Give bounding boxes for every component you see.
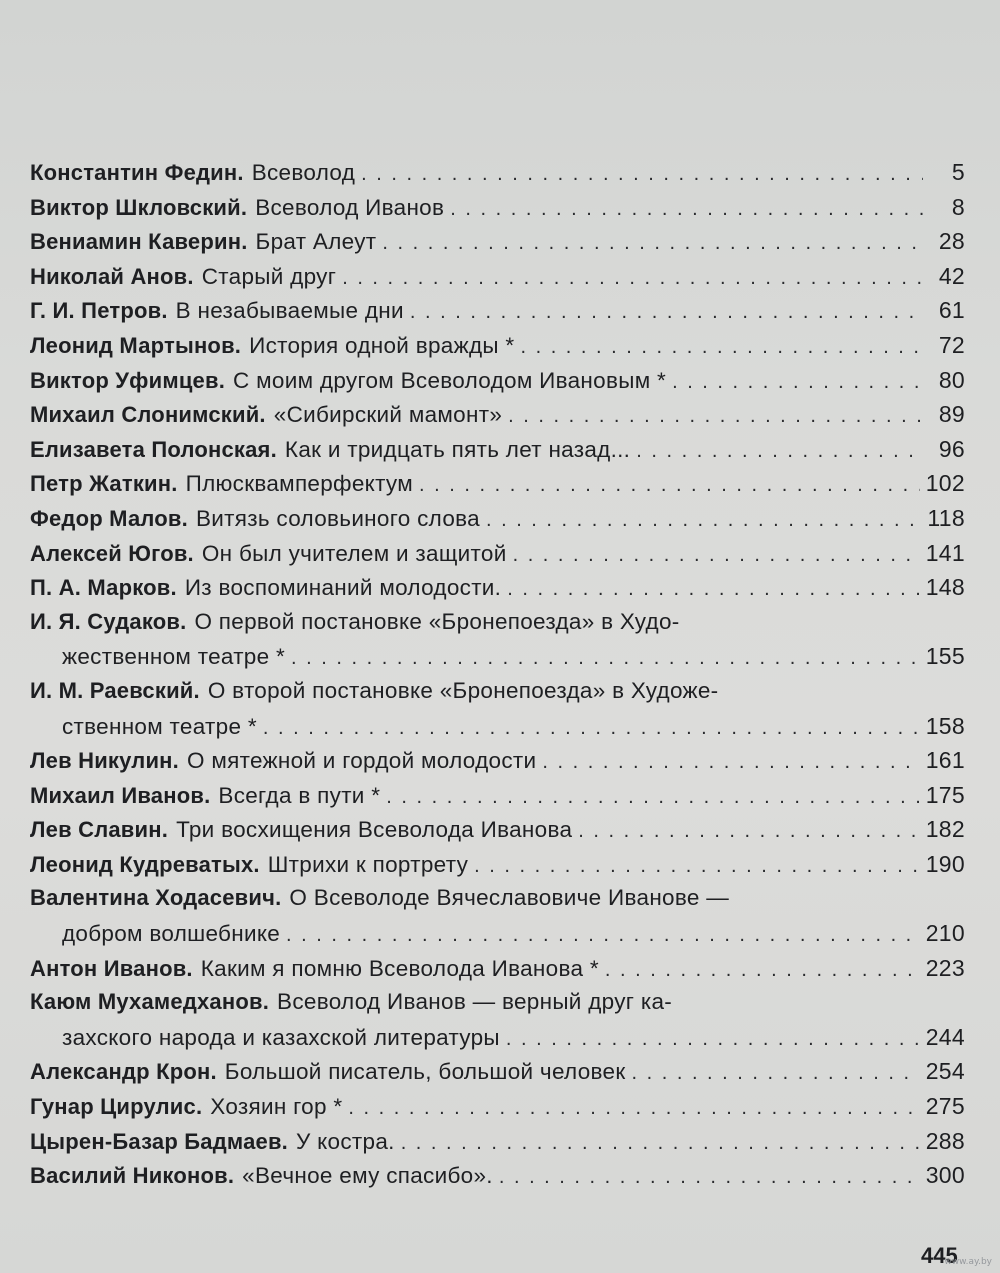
entry-title: Всегда в пути * <box>218 782 381 808</box>
dot-leader <box>450 192 923 227</box>
entry-title-continuation: ственном театре * <box>62 713 257 739</box>
entry-page-number: 158 <box>925 712 965 739</box>
dot-leader <box>291 641 920 676</box>
entry-title: Всеволод <box>251 160 356 185</box>
dot-leader <box>486 503 921 538</box>
entry-page-number: 148 <box>925 574 965 601</box>
entry-page-number: 96 <box>938 435 965 462</box>
toc-entry <box>30 570 965 605</box>
entry-page-number: 5 <box>951 159 965 185</box>
entry-author: Валентина Ходасевич. <box>30 885 282 911</box>
toc-entry <box>30 743 965 778</box>
page-number-folio: 445 <box>921 1243 958 1268</box>
toc-entry <box>30 501 965 536</box>
dot-leader <box>672 365 923 400</box>
toc-entry <box>30 985 965 1054</box>
toc-entry <box>30 1124 965 1159</box>
toc-entry <box>30 1158 965 1193</box>
dot-leader <box>520 330 923 365</box>
toc-entry <box>30 363 965 398</box>
dot-leader <box>263 711 920 746</box>
entry-author: Г. И. Петров. <box>30 298 168 324</box>
entry-author: Антон Иванов. <box>30 955 193 981</box>
entry-title-continuation: жественном театре * <box>62 644 286 670</box>
entry-author: Елизавета Полонская. <box>30 436 277 462</box>
toc-entry <box>30 951 965 986</box>
toc-entry <box>30 397 965 432</box>
entry-title: «Сибирский мамонт» <box>273 402 503 428</box>
entry-author: Лев Славин. <box>30 817 169 843</box>
toc-entry <box>30 1054 965 1089</box>
entry-title: Плюсквамперфектум <box>185 471 414 497</box>
entry-title: Как и тридцать пять лет назад... <box>284 436 631 462</box>
entry-page-number: 254 <box>925 1058 965 1085</box>
entry-title: Брат Алеут <box>255 229 377 255</box>
entry-author: Михаил Слонимский. <box>30 402 266 428</box>
entry-title: О мятежной и гордой молодости <box>186 748 537 774</box>
dot-leader <box>342 261 923 296</box>
toc-entry <box>30 259 965 294</box>
entry-title: Большой писатель, большой человек <box>224 1059 626 1085</box>
table-of-contents <box>30 155 965 1193</box>
toc-entry <box>30 778 965 813</box>
toc-entry <box>30 432 965 467</box>
toc-entry <box>30 328 965 363</box>
entry-page-number: 182 <box>925 816 965 843</box>
toc-entry <box>30 605 965 674</box>
entry-page-number: 72 <box>938 331 965 358</box>
entry-page-number: 8 <box>951 193 965 220</box>
dot-leader <box>605 953 920 988</box>
dot-leader <box>361 157 923 192</box>
dot-leader <box>508 399 923 434</box>
toc-entry <box>30 293 965 328</box>
entry-title: О второй постановке «Бронепоезда» в Художе- <box>207 677 719 703</box>
toc-entry <box>30 190 965 225</box>
entry-title: Витязь соловьиного слова <box>195 505 480 531</box>
entry-title: Каким я помню Всеволода Иванова * <box>200 955 599 981</box>
entry-page-number: 223 <box>925 954 965 981</box>
entry-author: Виктор Уфимцев. <box>30 367 226 393</box>
entry-title: У костра. <box>296 1128 395 1154</box>
entry-author: Александр Крон. <box>30 1059 217 1085</box>
entry-author: Лев Никулин. <box>30 748 179 774</box>
dot-leader <box>286 918 920 953</box>
entry-title-continuation: захского народа и казахской литературы <box>62 1024 500 1050</box>
dot-leader <box>410 295 923 330</box>
entry-page-number: 89 <box>938 401 965 428</box>
entry-page-number: 300 <box>925 1162 965 1189</box>
entry-title: Старый друг <box>201 263 337 289</box>
entry-author: Каюм Мухамедханов. <box>30 989 270 1015</box>
entry-author: Цырен-Базар Бадмаев. <box>30 1128 288 1154</box>
entry-page-number: 80 <box>938 366 965 393</box>
entry-title: В незабываемые дни <box>175 298 404 324</box>
toc-entry <box>30 674 965 743</box>
entry-title: О первой постановке «Бронепоезда» в Худо- <box>194 608 680 634</box>
toc-entry <box>30 881 965 950</box>
toc-entry <box>30 466 965 501</box>
entry-page-number: 244 <box>925 1023 965 1050</box>
dot-leader <box>348 1091 919 1126</box>
dot-leader <box>506 1022 920 1057</box>
entry-title: «Вечное ему спасибо». <box>242 1163 493 1189</box>
dot-leader <box>401 1126 920 1161</box>
entry-page-number: 175 <box>925 781 965 808</box>
entry-page-number: 61 <box>938 297 965 324</box>
entry-title: Он был учителем и защитой <box>201 540 507 566</box>
entry-title-continuation: добром волшебнике <box>62 921 281 947</box>
entry-page-number: 28 <box>938 228 965 255</box>
entry-page-number: 190 <box>925 850 965 877</box>
entry-author: Виктор Шкловский. <box>30 194 248 220</box>
entry-author: Федор Малов. <box>30 505 188 531</box>
entry-page-number: 42 <box>938 262 965 289</box>
dot-leader <box>386 780 919 815</box>
dot-leader <box>578 814 919 849</box>
entry-author: Алексей Югов. <box>30 540 194 566</box>
toc-entry <box>30 224 965 259</box>
entry-author: Константин Федин. <box>30 160 244 185</box>
dot-leader <box>636 434 923 469</box>
entry-title: Три восхищения Всеволода Иванова <box>176 817 573 843</box>
entry-author: Леонид Мартынов. <box>30 332 242 358</box>
toc-entry <box>30 847 965 882</box>
entry-author: Николай Анов. <box>30 263 194 289</box>
entry-author: И. Я. Судаков. <box>30 608 187 634</box>
dot-leader <box>419 468 920 503</box>
site-watermark: www.ay.by <box>944 1257 992 1267</box>
entry-title: О Всеволоде Вячеславовиче Иванове — <box>289 885 730 911</box>
entry-title: Всеволод Иванов <box>255 194 445 220</box>
entry-title: История одной вражды * <box>249 332 515 358</box>
entry-author: Гунар Цирулис. <box>30 1094 203 1120</box>
entry-author: П. А. Марков. <box>30 575 177 601</box>
entry-author: Леонид Кудреватых. <box>30 851 260 877</box>
dot-leader <box>542 745 919 780</box>
entry-page-number: 155 <box>925 643 965 670</box>
entry-page-number: 210 <box>925 920 965 947</box>
dot-leader <box>382 226 923 261</box>
toc-entry <box>30 1089 965 1124</box>
entry-author: Вениамин Каверин. <box>30 229 248 255</box>
toc-entry <box>30 155 965 190</box>
entry-title: Хозяин гор * <box>210 1094 343 1120</box>
dot-leader <box>499 1160 920 1195</box>
entry-author: Михаил Иванов. <box>30 782 211 808</box>
dot-leader <box>513 538 920 573</box>
entry-author: Василий Никонов. <box>30 1163 235 1189</box>
entry-title: С моим другом Всеволодом Ивановым * <box>233 367 667 393</box>
entry-title: Всеволод Иванов — верный друг ка- <box>277 989 673 1015</box>
entry-page-number: 275 <box>925 1093 965 1120</box>
entry-author: И. М. Раевский. <box>30 677 200 703</box>
dot-leader <box>474 849 920 884</box>
entry-page-number: 141 <box>925 539 965 566</box>
dot-leader <box>631 1056 919 1091</box>
toc-entry <box>30 812 965 847</box>
entry-page-number: 161 <box>925 747 965 774</box>
toc-entry <box>30 536 965 571</box>
entry-page-number: 102 <box>925 470 965 497</box>
entry-page-number: 288 <box>925 1127 965 1154</box>
entry-title: Штрихи к портрету <box>267 851 469 877</box>
entry-page-number: 118 <box>927 504 965 531</box>
entry-title: Из воспоминаний молодости. <box>184 575 502 601</box>
entry-author: Петр Жаткин. <box>30 471 178 497</box>
dot-leader <box>507 572 919 607</box>
